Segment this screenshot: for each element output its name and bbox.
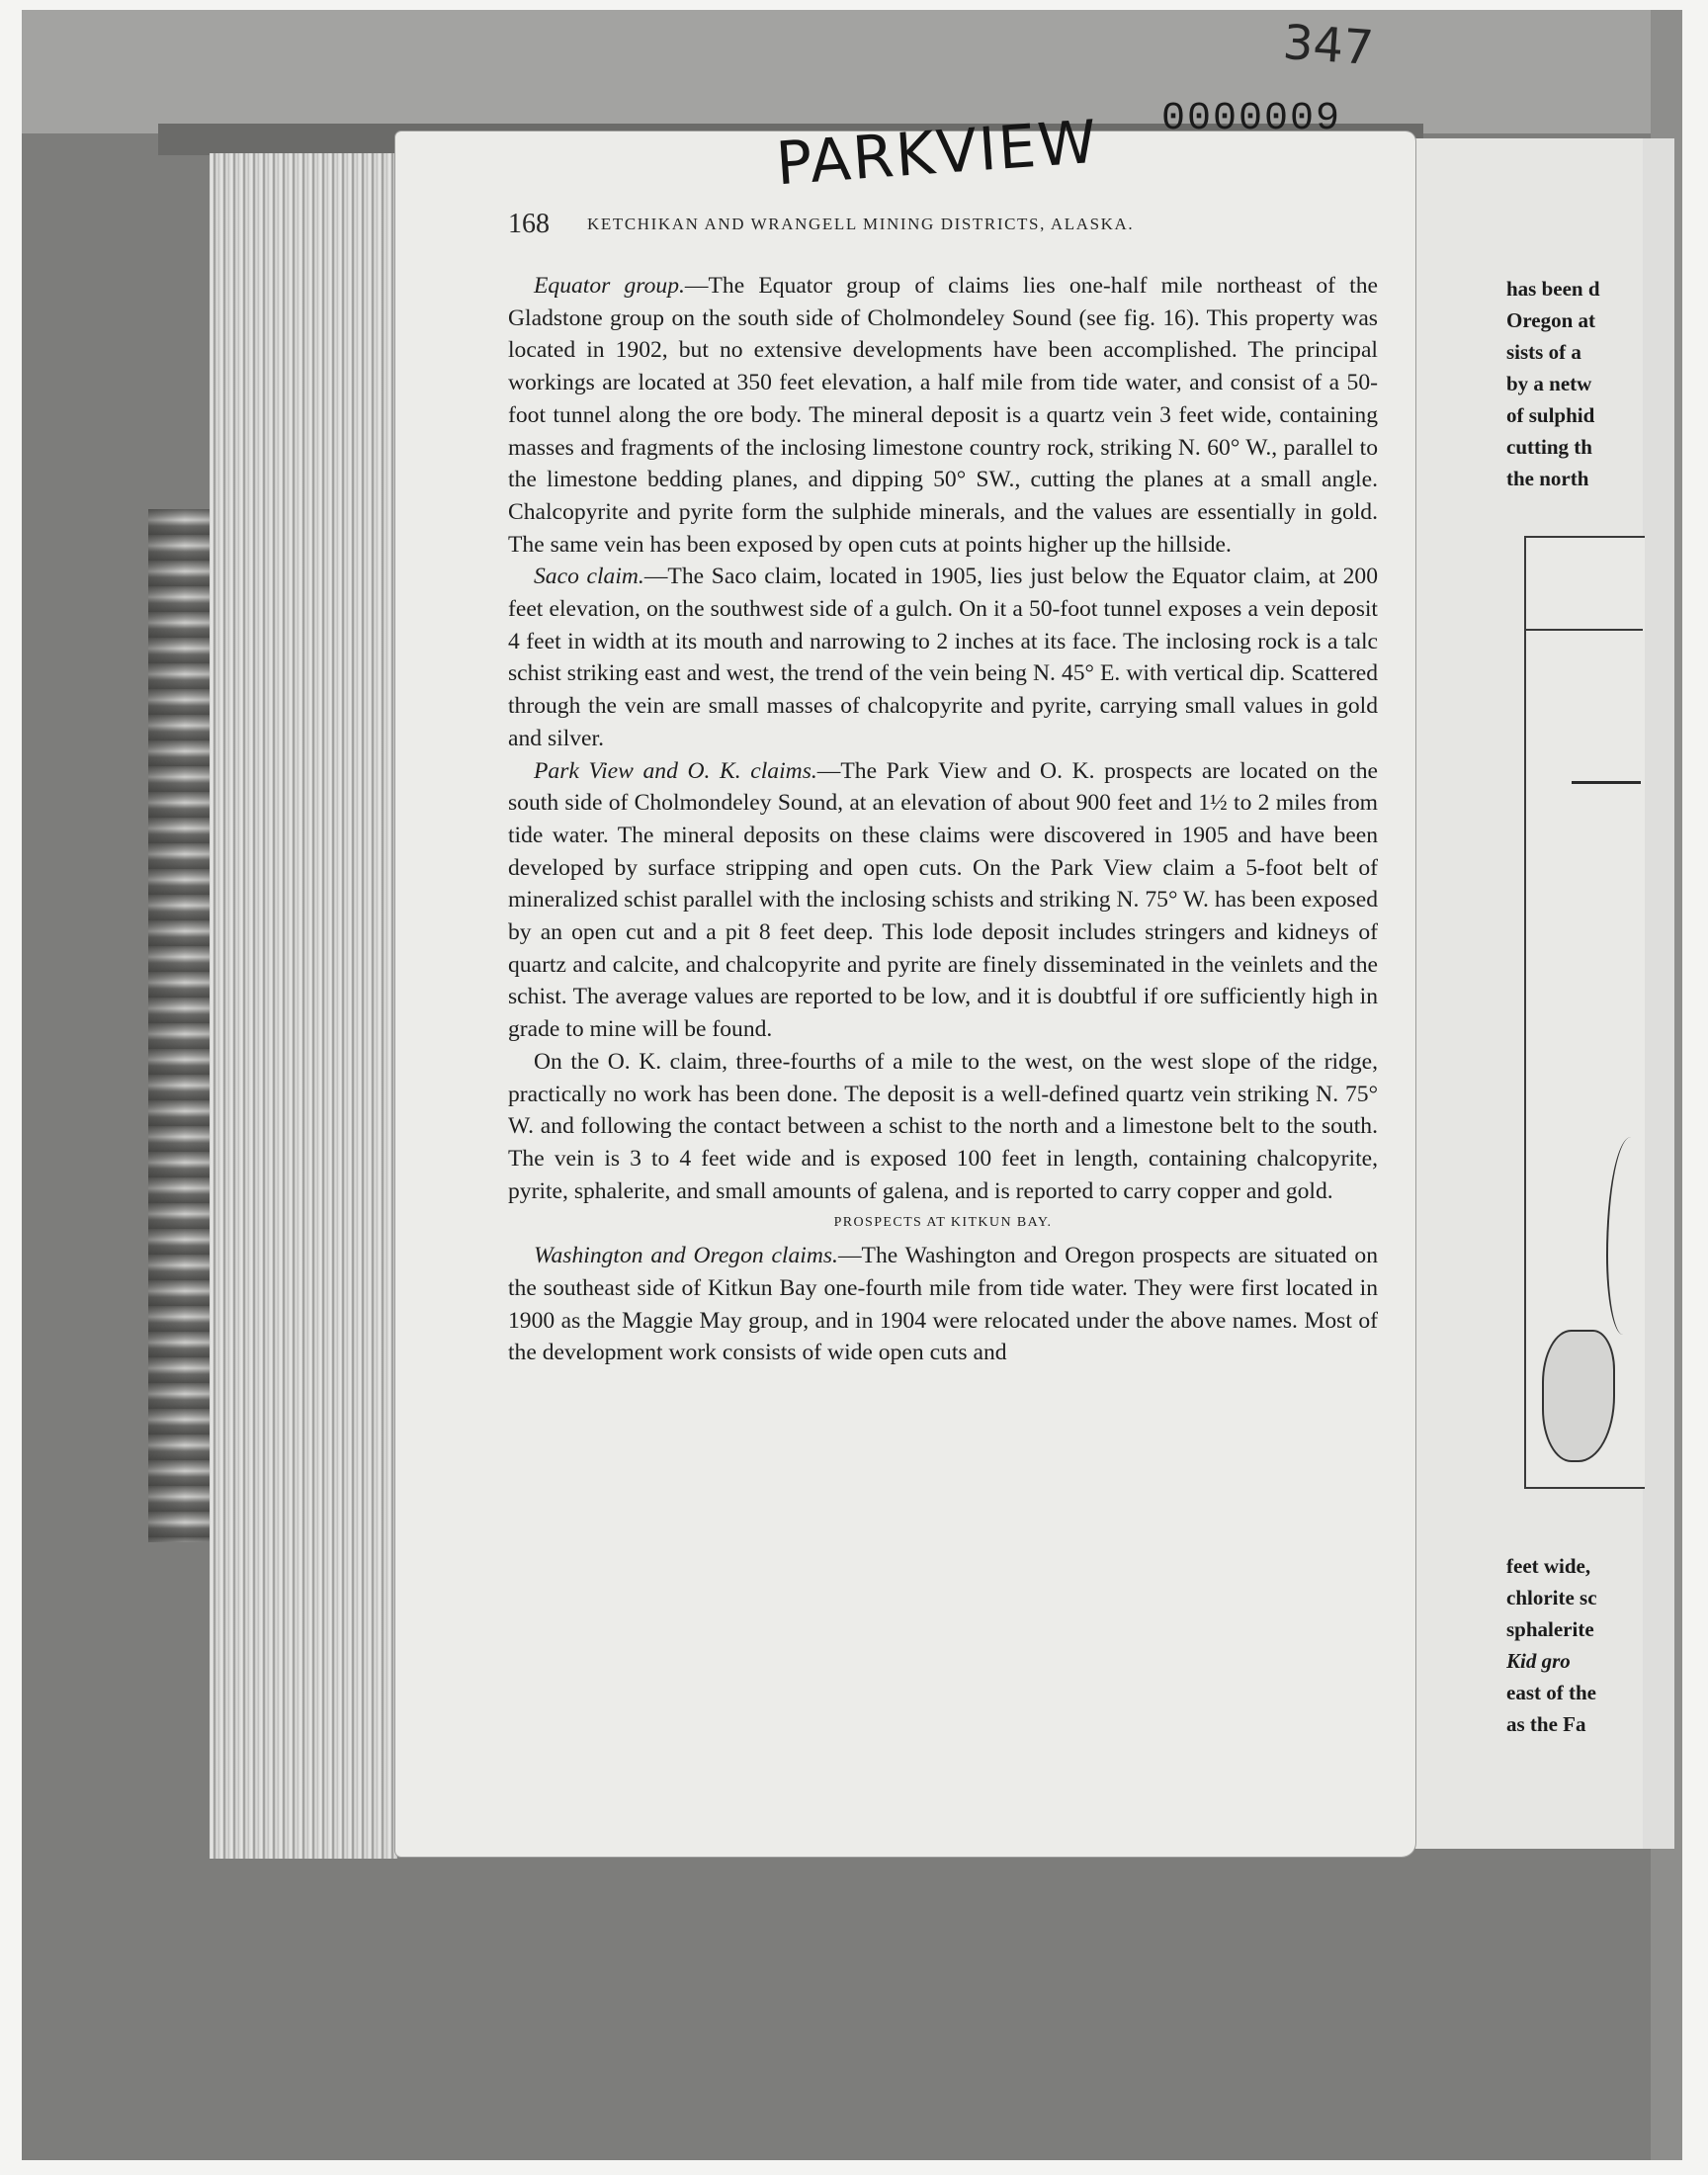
paragraph bbox=[508, 1240, 1378, 1369]
paragraph-lead: Park View and O. K. claims. bbox=[534, 757, 817, 784]
map-island bbox=[1542, 1330, 1615, 1462]
fragment-line: of sulphid bbox=[1506, 403, 1595, 427]
fragment-line: by a netw bbox=[1506, 372, 1592, 395]
paragraph-lead: Saco claim. bbox=[534, 564, 644, 590]
handwritten-number: 347 bbox=[1281, 14, 1376, 77]
fragment-line: Oregon at bbox=[1506, 308, 1596, 332]
page-stack bbox=[210, 153, 397, 1859]
paragraph bbox=[508, 270, 1378, 561]
paragraph bbox=[508, 755, 1378, 1046]
fragment-line: Kid gro bbox=[1506, 1649, 1571, 1673]
paragraph-lead: Equator group. bbox=[534, 273, 685, 299]
paragraph bbox=[508, 561, 1378, 754]
running-title: KETCHIKAN AND WRANGELL MINING DISTRICTS, ALASKA. bbox=[587, 215, 1135, 233]
fragment-line: the north bbox=[1506, 467, 1589, 490]
running-head bbox=[508, 209, 1378, 248]
fragment-line: east of the bbox=[1506, 1681, 1596, 1704]
paragraph-text: —The Equator group of claims lies one-half mile northeast of the Gladstone group on the south side of Cholmondeley Sound (see fig. 16). This property was located in 1902, but no extensive developments have been accomplished. The principal workings are located at 350 feet elevation, a half mile from tide water, and consist of a 50-foot tunnel along the ore body. The mineral deposit is a quartz vein 3 feet wide, containing masses and fragments of the inclosing limestone country rock, striking N. 60° W., parallel to the limestone bedding planes, and dipping 50° SW., cutting the planes at a small angle. Chalcopyrite and pyrite form the sulphide minerals, and the values are essentially in gold. The same vein has been exposed by open cuts at points higher up the hillside. bbox=[508, 273, 1378, 558]
fragment-line: feet wide, bbox=[1506, 1554, 1591, 1578]
fragment-line: cutting th bbox=[1506, 435, 1592, 459]
fragment-line: sists of a bbox=[1506, 340, 1581, 364]
book-page bbox=[395, 131, 1415, 1857]
paragraph-text: —The Washington and Oregon prospects are situated on the southeast side of Kitkun Bay one-fourth mile from tide water. They were first located in 1900 as the Maggie May group, and in 1904 were relocated under the above names. Most of the development work consists of wide open cuts and bbox=[508, 1243, 1378, 1366]
fragment-line: has been d bbox=[1506, 277, 1600, 301]
scan-top-band bbox=[22, 10, 1682, 133]
paragraph-text: —The Saco claim, located in 1905, lies just below the Equator claim, at 200 feet elevation, on the southwest side of a gulch. On it a 50-foot tunnel exposes a vein deposit 4 feet in width at its mouth and narrowing to 2 inches at its face. The inclosing rock is a talc schist striking east and west, the trend of the vein being N. 45° E. with vertical dip. Scattered through the vein are small masses of chalcopyrite and pyrite, carrying small values in gold and silver. bbox=[508, 564, 1378, 751]
map-scale-bar bbox=[1572, 781, 1641, 784]
page-number: 168 bbox=[508, 209, 550, 239]
paragraph-text: On the O. K. claim, three-fourths of a mile to the west, on the west slope of the ridge, practically no work has been done. The deposit is a well-defined quartz vein striking N. 75° W. and following the contact between a schist to the north and a limestone belt to the south. The vein is 3 to 4 feet wide and is exposed 100 feet in length, containing chalcopyrite, pyrite, sphalerite, and small amounts of galena, and is reported to carry copper and gold. bbox=[508, 1048, 1378, 1204]
section-heading: PROSPECTS AT KITKUN BAY. bbox=[833, 1215, 1053, 1231]
body-text bbox=[508, 270, 1378, 1369]
fragment-line: sphalerite bbox=[1506, 1617, 1594, 1641]
paragraph-text: —The Park View and O. K. prospects are located on the south side of Cholmondeley Sound, at an elevation of about 900 feet and 1½ to 2 miles from tide water. The mineral deposits on these claims were discovered in 1905 and have been developed by surface stripping and open cuts. On the Park View claim a 5-foot belt of mineralized schist parallel with the inclosing schists and striking N. 75° W. has been exposed by an open cut and a pit 8 feet deep. This lode deposit includes stringers and kidneys of quartz and calcite, and chalcopyrite and pyrite are finely disseminated in the veinlets and the schist. The average values are reported to be low, and it is doubtful if ore sufficiently high in grade to mine will be found. bbox=[508, 757, 1378, 1043]
paragraph-lead: Washington and Oregon claims. bbox=[534, 1243, 838, 1269]
handwritten-title: PARKVIEW bbox=[773, 107, 1101, 200]
fragment-line: chlorite sc bbox=[1506, 1586, 1597, 1610]
map-divider bbox=[1524, 629, 1643, 631]
paragraph bbox=[508, 1046, 1378, 1208]
fragment-line: as the Fa bbox=[1506, 1712, 1586, 1736]
stamped-number: 0000009 bbox=[1161, 97, 1342, 141]
